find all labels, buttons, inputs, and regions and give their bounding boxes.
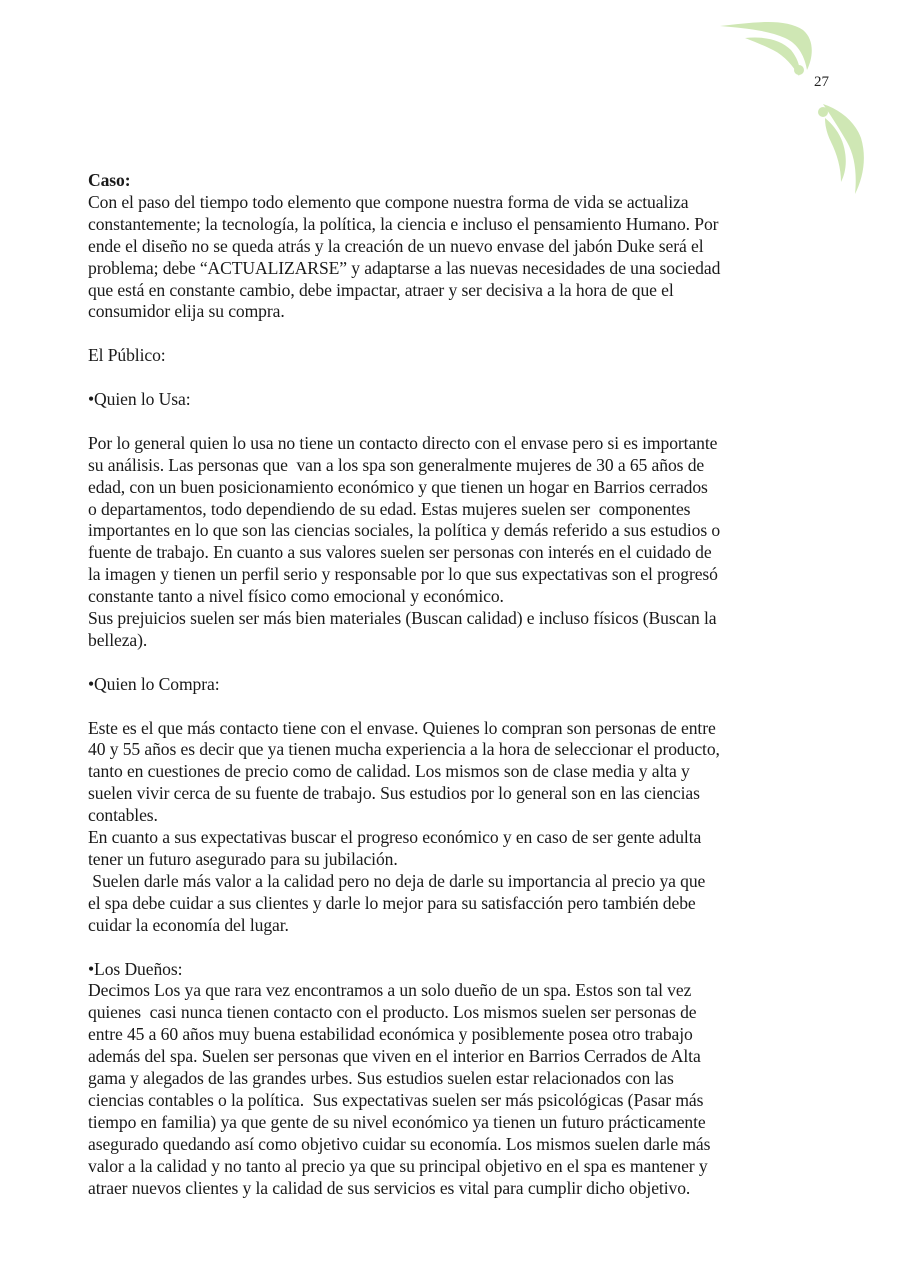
text-line: Decimos Los ya que rara vez encontramos a un solo dueño de un spa. Estos son tal vez	[88, 980, 692, 1001]
text-line: asegurado quedando así como objetivo cuidar su economía. Los mismos suelen darle más	[88, 1133, 711, 1154]
text-line: belleza).	[88, 629, 148, 650]
text-line: quienes casi nunca tienen contacto con el producto. Los mismos suelen ser personas de	[88, 1002, 697, 1023]
text-line: valor a la calidad y no tanto al precio ya que su principal objetivo en el spa es mantener y	[88, 1155, 708, 1176]
text-line: además del spa. Suelen ser personas que viven en el interior en Barrios Cerrados de Alta	[88, 1046, 701, 1067]
text-line: Suelen darle más valor a la calidad pero no deja de darle su importancia al precio ya que	[88, 870, 706, 891]
text-line: la imagen y tienen un perfil serio y responsable por lo que sus expectativas son el progresó	[88, 564, 718, 585]
text-line: suelen vivir cerca de su fuente de trabajo. Sus estudios por lo general son en las ciencias	[88, 783, 700, 804]
text-line: importantes en lo que son las ciencias sociales, la política y demás referido a sus estudios o	[88, 520, 721, 541]
text-line: contables.	[88, 805, 158, 826]
caso-paragraph	[88, 192, 828, 323]
text-line: tanto en cuestiones de precio como de calidad. Los mismos son de clase media y alta y	[88, 761, 690, 782]
text-line: Este es el que más contacto tiene con el envase. Quienes lo compran son personas de entre	[88, 717, 716, 738]
spacer	[88, 937, 828, 959]
text-line: edad, con un buen posicionamiento económico y que tienen un hogar en Barrios cerrados	[88, 476, 708, 497]
spacer	[88, 652, 828, 674]
text-line: cuidar la economía del lugar.	[88, 914, 289, 935]
quien-usa-paragraph	[88, 433, 828, 652]
text-line: gama y alegados de las grandes urbes. Sus estudios suelen estar relacionados con las	[88, 1068, 674, 1089]
quien-compra-heading: •Quien lo Compra:	[88, 673, 220, 694]
spacer	[88, 367, 828, 389]
quien-usa-heading: •Quien lo Usa:	[88, 389, 191, 410]
text-line: Por lo general quien lo usa no tiene un contacto directo con el envase pero si es importante	[88, 432, 718, 453]
text-line: tener un futuro asegurado para su jubilación.	[88, 849, 398, 870]
text-line: el spa debe cuidar a sus clientes y darle lo mejor para su satisfacción pero también debe	[88, 892, 696, 913]
text-line: ende el diseño no se queda atrás y la creación de un nuevo envase del jabón Duke será el	[88, 235, 704, 256]
text-line: Con el paso del tiempo todo elemento que compone nuestra forma de vida se actualiza	[88, 191, 689, 212]
text-line: En cuanto a sus expectativas buscar el progreso económico y en caso de ser gente adulta	[88, 827, 702, 848]
text-line: constantemente; la tecnología, la política, la ciencia e incluso el pensamiento Humano. Por	[88, 213, 719, 234]
text-line: tiempo en familia) ya que gente de su nivel económico ya tienen un futuro prácticamente	[88, 1111, 706, 1132]
duenos-heading: •Los Dueños:	[88, 958, 183, 979]
text-line: que está en constante cambio, debe impactar, atraer y ser decisiva a la hora de que el	[88, 279, 674, 300]
text-line: ciencias contables o la política. Sus expectativas suelen ser más psicológicas (Pasar más	[88, 1089, 704, 1110]
document-body	[88, 170, 828, 1200]
page-number: 27	[814, 74, 829, 90]
quien-compra-paragraph	[88, 718, 828, 937]
text-line: 40 y 55 años es decir que ya tienen mucha experiencia a la hora de seleccionar el producto,	[88, 739, 720, 760]
spacer	[88, 411, 828, 433]
text-line: problema; debe “ACTUALIZARSE” y adaptarse a las nuevas necesidades de una sociedad	[88, 257, 721, 278]
text-line: consumidor elija su compra.	[88, 301, 285, 322]
text-line: Sus prejuicios suelen ser más bien materiales (Buscan calidad) e incluso físicos (Buscan la	[88, 608, 717, 629]
text-line: entre 45 a 60 años muy buena estabilidad económica y posiblemente posea otro trabajo	[88, 1024, 693, 1045]
duenos-paragraph	[88, 980, 828, 1199]
spacer	[88, 323, 828, 345]
text-line: o departamentos, todo dependiendo de su edad. Estas mujeres suelen ser componentes	[88, 498, 691, 519]
spacer	[88, 696, 828, 718]
publico-heading: El Público:	[88, 345, 166, 366]
text-line: atraer nuevos clientes y la calidad de sus servicios es vital para cumplir dicho objetivo.	[88, 1177, 691, 1198]
caso-heading: Caso:	[88, 170, 131, 190]
text-line: fuente de trabajo. En cuanto a sus valores suelen ser personas con interés en el cuidado de	[88, 542, 712, 563]
text-line: constante tanto a nivel físico como emocional y económico.	[88, 586, 504, 607]
text-line: su análisis. Las personas que van a los spa son generalmente mujeres de 30 a 65 años de	[88, 454, 705, 475]
